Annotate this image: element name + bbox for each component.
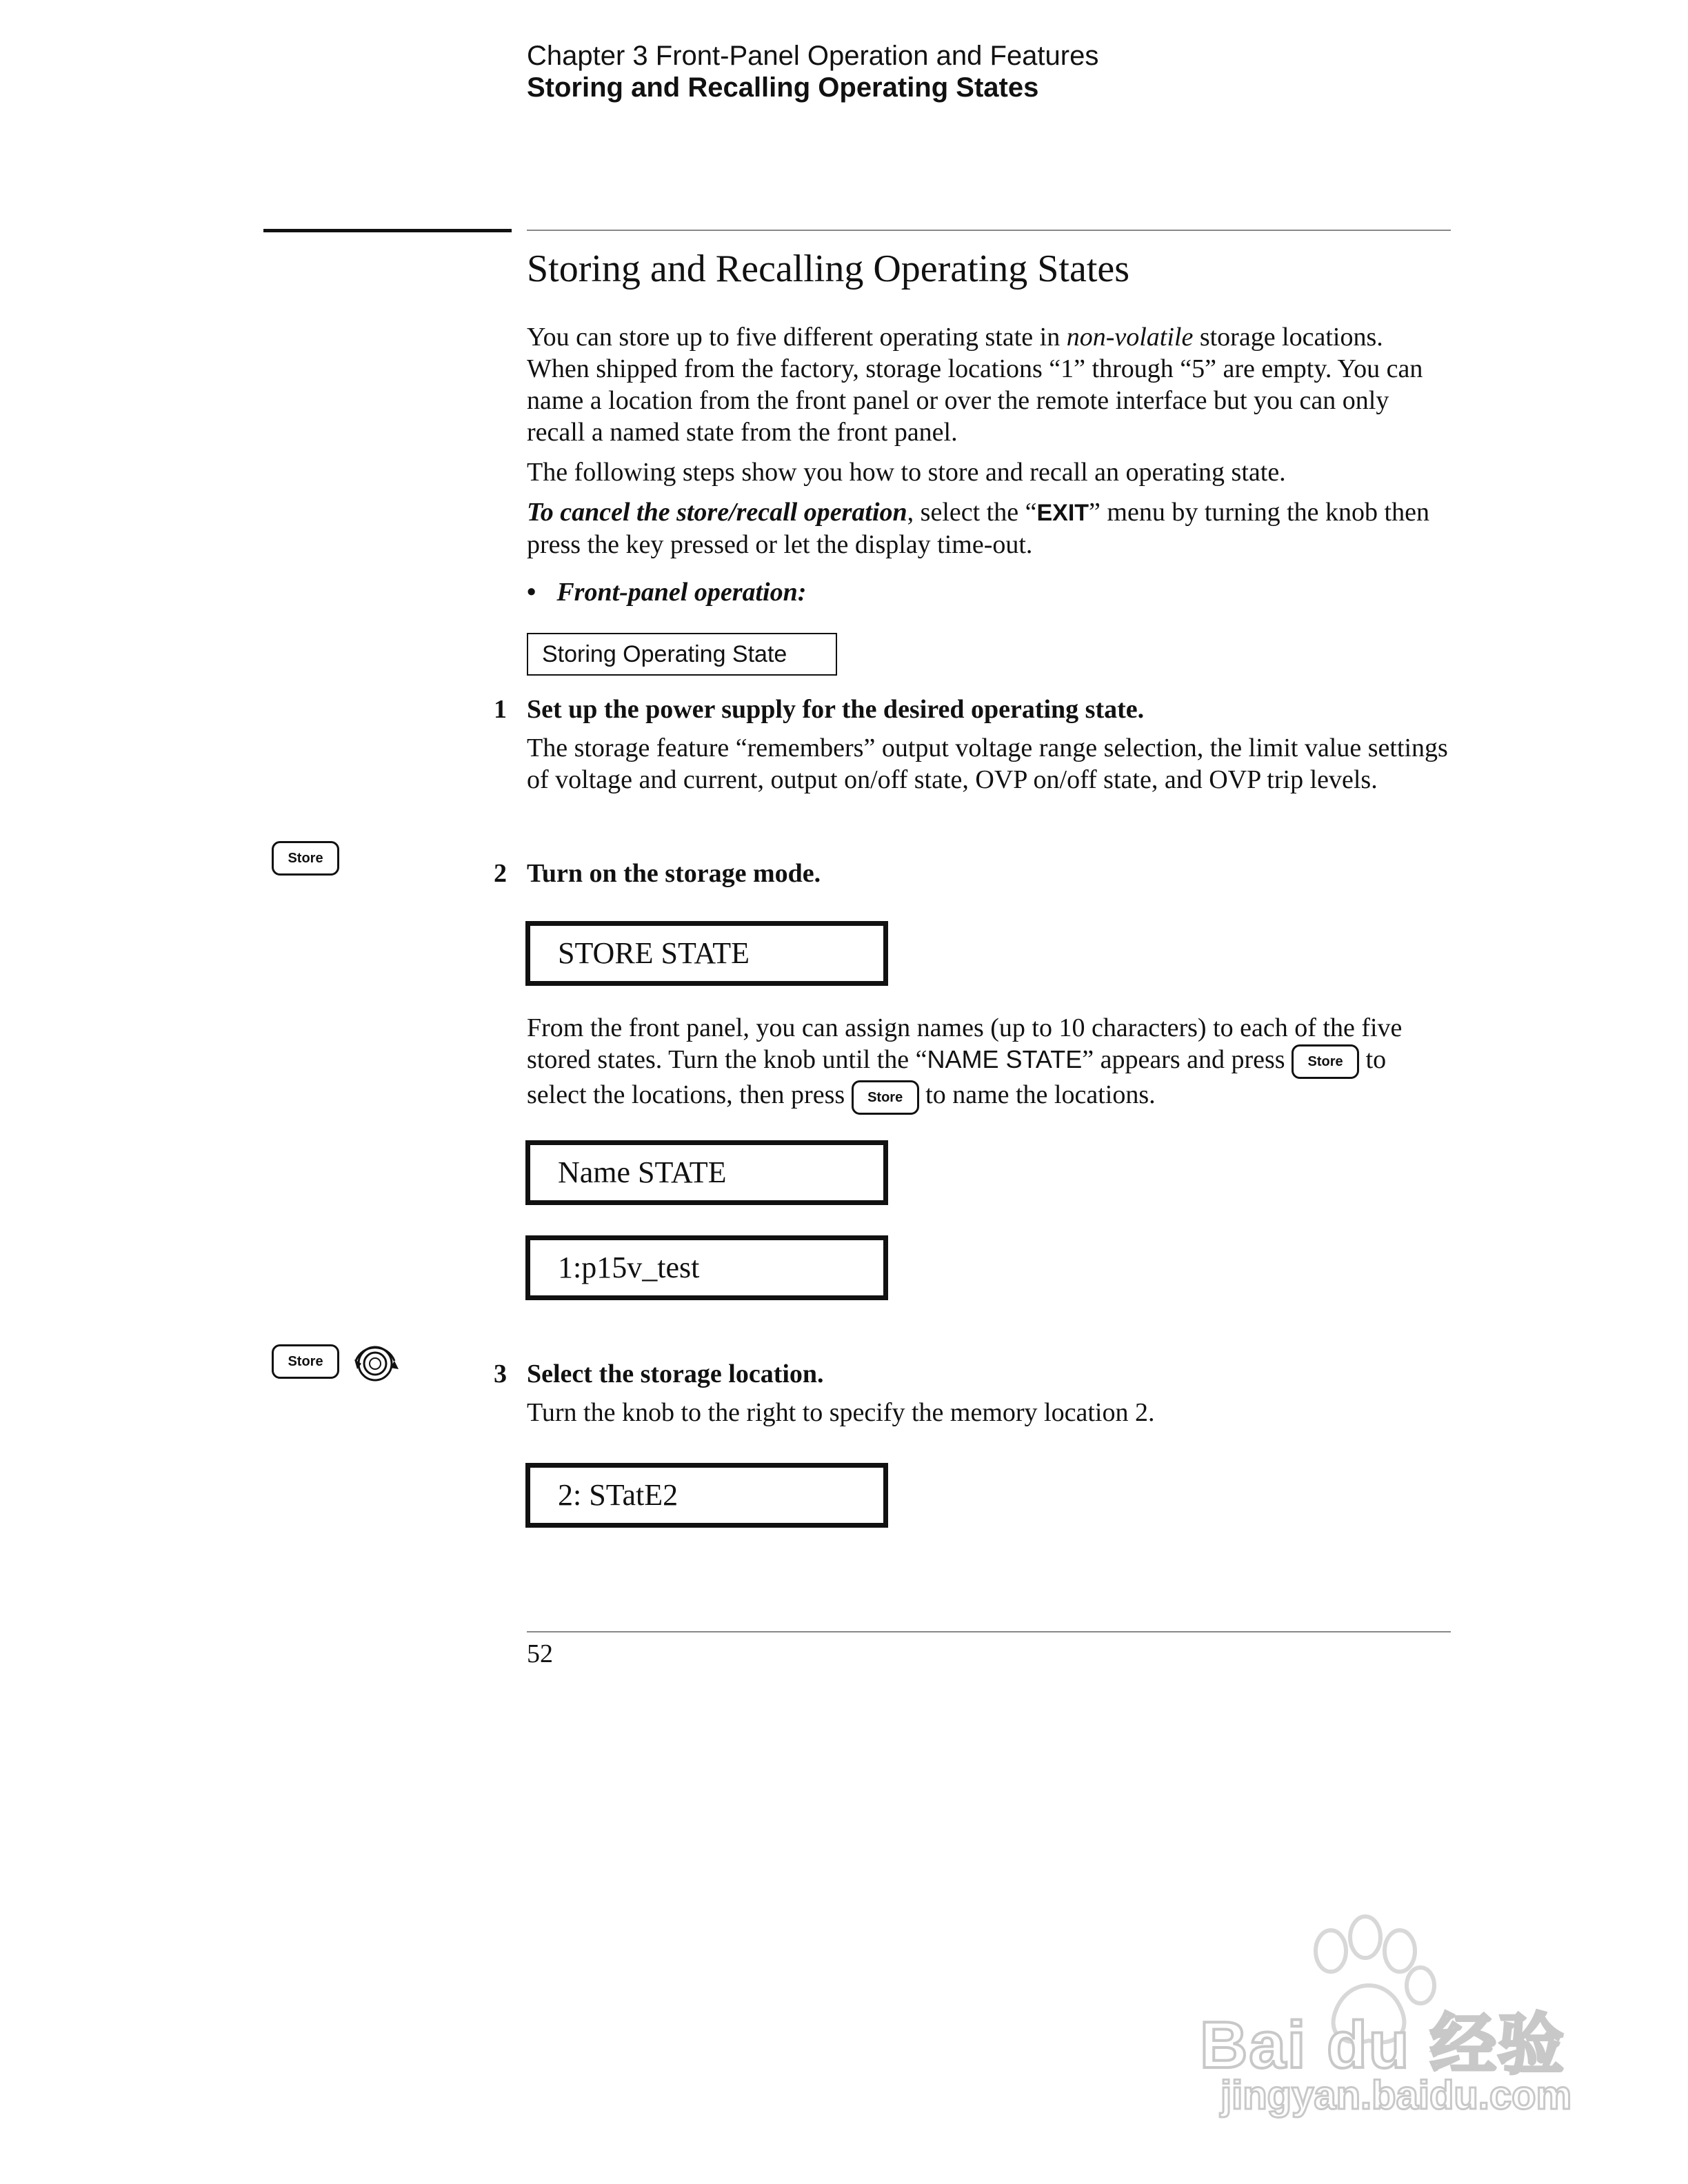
front-panel-bullet: • Front-panel operation: bbox=[527, 578, 807, 607]
bullet-mark: • bbox=[527, 578, 536, 607]
running-header bbox=[527, 40, 1098, 103]
step-2-body: From the front panel, you can assign names (up to 10 characters) to each of the five stored states. Turn the knob until the “NAME STATE” appears and press Store to select the locations, then press Store to name the locations. bbox=[527, 1012, 1451, 1115]
display-store-state: STORE STATE bbox=[525, 921, 888, 986]
exit-menu-label: EXIT bbox=[1036, 500, 1089, 526]
step-1-number: 1 bbox=[494, 695, 507, 724]
step-1-body: The storage feature “remembers” output voltage range selection, the limit value settings of voltage and current, output on/off state, OVP on/off state, and OVP trip levels. bbox=[527, 734, 1448, 794]
watermark-brand: Bai du 经验 bbox=[1200, 2008, 1566, 2082]
store-key-margin-1 bbox=[272, 841, 339, 876]
intro-paragraph-1: You can store up to five different operating state in non-volatile storage locations. When shipped from the factory, storage locations “1” through “5” are empty. You can name a location from the front panel or over the remote interface but you can only recall a named state from the front panel. bbox=[527, 323, 1423, 447]
store-key-inline-1: Store bbox=[1292, 1044, 1359, 1079]
section-heading: Storing and Recalling Operating States bbox=[527, 72, 1039, 103]
section-rule-thick bbox=[263, 229, 512, 232]
step-2-title: Turn on the storage mode. bbox=[527, 859, 821, 888]
intro-paragraph-2: The following steps show you how to store and recall an operating state. bbox=[527, 458, 1286, 487]
step-3-number: 3 bbox=[494, 1359, 507, 1388]
section-rule-thin bbox=[527, 230, 1451, 231]
step-2-number: 2 bbox=[494, 859, 507, 888]
footer-rule bbox=[527, 1631, 1451, 1632]
baidu-watermark bbox=[1193, 1910, 1579, 2137]
chapter-heading: Chapter 3 Front-Panel Operation and Features bbox=[527, 41, 1099, 71]
display-name-entry: 1:p15v_test bbox=[525, 1235, 888, 1300]
knob-turn-right-icon bbox=[349, 1342, 405, 1390]
store-key-margin-2 bbox=[272, 1344, 339, 1379]
display-name-state: Name STATE bbox=[525, 1140, 888, 1205]
step-1-title: Set up the power supply for the desired operating state. bbox=[527, 695, 1145, 724]
store-key-inline-2: Store bbox=[852, 1080, 919, 1115]
page-title: Storing and Recalling Operating States bbox=[527, 247, 1130, 290]
store-key: Store bbox=[272, 1344, 339, 1379]
display-state-2: 2: STatE2 bbox=[525, 1463, 888, 1528]
watermark-url: jingyan.baidu.com bbox=[1220, 2073, 1572, 2118]
step-3-title: Select the storage location. bbox=[527, 1359, 824, 1388]
intro-text bbox=[527, 321, 1451, 569]
page-number: 52 bbox=[527, 1639, 553, 1668]
intro-paragraph-3: To cancel the store/recall operation, select the “EXIT” menu by turning the knob then press the key pressed or let the display time-out. bbox=[527, 498, 1429, 559]
procedure-label-box: Storing Operating State bbox=[527, 633, 837, 676]
step-3-body: Turn the knob to the right to specify the memory location 2. bbox=[527, 1398, 1155, 1427]
store-key: Store bbox=[272, 841, 339, 876]
name-state-menu-label: NAME STATE bbox=[927, 1045, 1083, 1073]
